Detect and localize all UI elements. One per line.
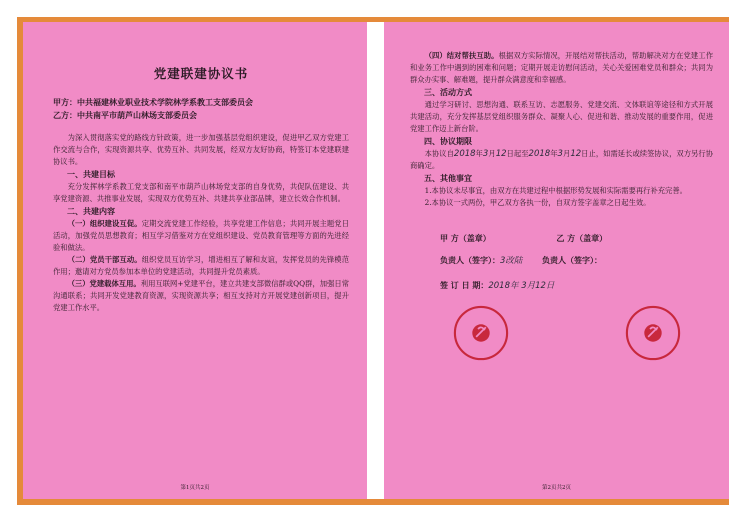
start-day: 12 (495, 149, 507, 159)
date-label: 签 订 日 期： (440, 280, 489, 290)
end-year: 2018 (528, 149, 551, 159)
party-labels-row (410, 231, 713, 245)
page-gutter (367, 22, 384, 499)
term-mid: 日起至 (506, 149, 529, 158)
section1-body: 充分发挥林学系教工党支部和南平市葫芦山林场党支部的自身优势，共促队伍建设、共享党建资源、共推事业发展，实现双方优势互补、共建共享业部品牌，建立长效合作机制。 (53, 182, 349, 203)
signer-b-label: 负责人（签字）： (542, 255, 603, 265)
page-2-footer: 第2页共2页 (542, 485, 571, 491)
term-suffix: 日止，如需延长或续签协议，双方另行协商确定。 (410, 149, 714, 170)
signature-row (410, 253, 713, 268)
party-b-seal-icon (624, 304, 682, 362)
page-1 (23, 22, 367, 499)
item1-paragraph (53, 218, 349, 254)
page-2 (384, 22, 729, 499)
party-b: 乙方：中共南平市葫芦山林场支部委员会 (53, 110, 197, 120)
term-prefix: 本协议自 (424, 149, 454, 158)
item1-body: 定期交流党建工作经验，共享党建工作信息；共同开展主题党日活动，加强党员思想教育；相互学习借鉴对方在党组织建设、党员教育管理等方面的先进经验和做法。 (53, 219, 350, 252)
date-value: 2018年 3月12日 (488, 281, 555, 291)
section3-body: 通过学习研讨、思想沟通、联系互访、志愿服务、党建交流、文体联谊等途径和方式开展共建活动，充分发挥基层党组织服务群众、凝聚人心、促进和谐、推动发展的重要作用，促进党建工作迈上新台阶。 (410, 100, 713, 133)
item4-heading: （四）结对帮扶互助。 (424, 51, 499, 60)
section3-heading: 三、活动方式 (424, 87, 472, 97)
page-1-footer: 第1页共2页 (180, 485, 210, 491)
item2-body: 组织党员互访学习，增进相互了解和友谊，发挥党员的先锋模范作用；邀请对方党员参加本单位的党建活动，共同提升党员素质。 (53, 255, 350, 276)
start-year-unit: 年 (475, 149, 483, 158)
date-row (410, 278, 713, 293)
section4-heading: 四、协议期限 (424, 136, 472, 146)
party-b-seal-label: 乙 方（盖章） (556, 233, 608, 243)
signer-a-signature: 3改陆 (500, 256, 523, 266)
start-year: 2018 (453, 149, 476, 159)
item2-heading: （二）党员干部互动。 (67, 255, 142, 264)
signer-a-label: 负责人（签字）： (440, 255, 500, 265)
item3-body: 利用互联网+党建平台，建立共建支部微信群或QQ群，加强日常沟通联系；共同开发党建教育资源，实现资源共享；相互支持对方开展党建创新项目，提升党建工作水平。 (53, 279, 350, 312)
end-month-unit: 月 (562, 149, 571, 158)
section1-heading: 一、共建目标 (67, 169, 115, 179)
item2-paragraph (53, 254, 349, 278)
item4-paragraph (410, 50, 713, 86)
section5-item2: 2.本协议一式两份，甲乙双方各执一份，自双方签字盖章之日起生效。 (424, 198, 651, 207)
party-a-seal-icon (452, 304, 510, 362)
end-month: 3 (557, 149, 563, 159)
section5-heading: 五、其他事宜 (424, 173, 472, 183)
end-year-unit: 年 (550, 149, 558, 158)
section2-heading: 二、共建内容 (67, 206, 115, 216)
section5-item1: 1.本协议未尽事宜，由双方在共建过程中根据形势发展和实际需要再行补充完善。 (424, 186, 687, 195)
item4-body: 根据双方实际情况，开展结对帮扶活动，帮助解决对方在党建工作和业务工作中遇到的困难和问题；定期开展走访慰问活动，关心关爱困难党员和群众；共同为群众办实事、解难题，提升群众满意度和幸福感。 (410, 51, 714, 84)
party-a: 甲方：中共福建林业职业技术学院林学系教工支部委员会 (53, 97, 253, 107)
item3-heading: （三）党建载体互用。 (67, 279, 141, 288)
start-month: 3 (482, 149, 489, 159)
section4-body (410, 148, 713, 172)
intro-paragraph: 为深入贯彻落实党的路线方针政策，进一步加强基层党组织建设，促进甲乙双方党建工作交流与合作，实现资源共享、优势互补、共同发展，经双方友好协商，特签订本党建联建协议书。 (53, 133, 349, 166)
start-month-unit: 月 (488, 149, 496, 158)
item1-heading: （一）组织建设互促。 (67, 219, 142, 228)
item3-paragraph (53, 278, 349, 314)
end-day: 12 (570, 149, 582, 159)
document-title: 党建联建协议书 (153, 66, 249, 81)
party-a-seal-label: 甲 方（盖章） (440, 233, 491, 243)
